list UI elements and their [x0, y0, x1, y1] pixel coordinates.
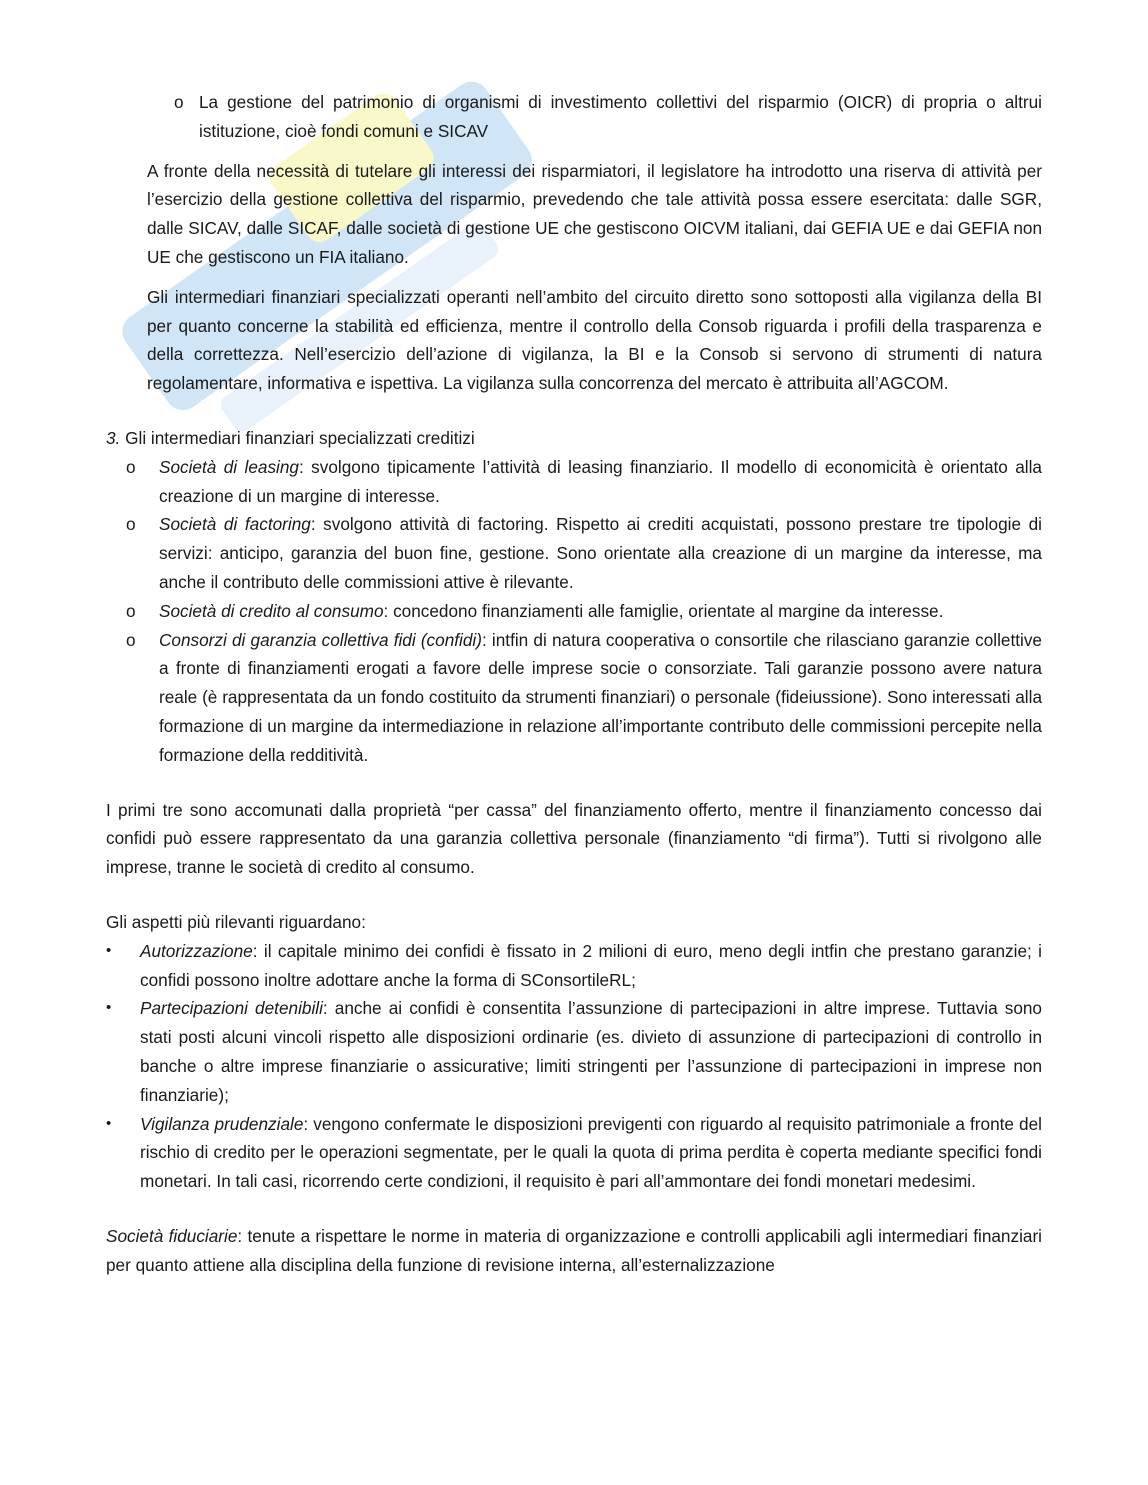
item-text: : vengono confermate le disposizioni previgenti con riguardo al requisito patrimoniale a fronte del rischio di credito per le operazioni segmentate, per le quali la quota di prima perdita è coperta mediante specifici fondi monetari. In tali casi, ricorrendo certe condizioni, il requisito è pari all’ammontare dei fondi monetari medesimi. — [140, 1113, 1042, 1192]
paragraph-text: : tenute a rispettare le norme in materia di organizzazione e controlli applicabili agli intermediari finanziari per quanto attiene alla disciplina della funzione di revisione interna, all’esternalizzazione — [106, 1225, 1043, 1275]
item-text: : anche ai confidi è consentita l’assunzione di partecipazioni in altre imprese. Tuttavia sono stati posti alcuni vincoli rispetto alle disposizioni ordinarie (es. divieto di assunzione di partecipazioni di controllo in banche o altre imprese finanziarie o assicurative; limiti stringenti per l’assunzione di partecipazioni in imprese non finanziarie); — [140, 998, 1042, 1105]
circle-bullet-icon: o — [126, 600, 136, 621]
list-item — [106, 626, 1042, 770]
item-term: Società di factoring — [159, 514, 311, 535]
item-term: Vigilanza prudenziale — [140, 1113, 304, 1134]
bullet-icon: • — [106, 1114, 112, 1132]
paragraph-vigilanza: Gli intermediari finanziari specializzati operanti nell’ambito del circuito diretto sono sottoposti alla vigilanza della BI per quanto concerne la stabilità ed efficienza, mentre il controllo della Consob riguarda i profili della trasparenza e della correttezza. Nell’esercizio dell’azione di vigilanza, la BI e la Consob si servono di strumenti di natura regolamentare, informativa e ispettiva. La vigilanza sulla concorrenza del mercato è attribuita all’AGCOM. — [147, 286, 1042, 394]
item-term: Partecipazioni detenibili — [140, 998, 323, 1019]
list-item — [106, 453, 1042, 511]
list-item — [106, 510, 1042, 596]
item-text: : svolgono attività di factoring. Rispetto ai crediti acquistati, possono prestare tre tipologie di servizi: anticipo, garanzia del buon fine, gestione. Sono orientate alla creazione di un margine da interesse, ma anche il contributo delle commissioni attive è rilevante. — [159, 514, 1042, 592]
aspects-intro: Gli aspetti più rilevanti riguardano: — [106, 911, 366, 932]
list-item — [106, 597, 1042, 626]
item-term: Autorizzazione — [140, 940, 253, 961]
section-title: Gli intermediari finanziari specializzati creditizi — [125, 427, 475, 448]
intermediari-list — [106, 453, 1042, 770]
item-term: Società di leasing — [159, 456, 299, 477]
bullet-icon: • — [106, 941, 112, 959]
item-text: : concedono finanziamenti alle famiglie, orientate al margine da interesse. — [383, 600, 944, 621]
list-item — [106, 1110, 1042, 1196]
circle-bullet-icon: o — [126, 629, 136, 650]
circle-bullet-icon: o — [126, 514, 136, 535]
section-number: 3. — [106, 427, 121, 448]
top-sub-bullet-text: La gestione del patrimonio di organismi di investimento collettivi del risparmio (OICR) di propria o altrui istituzione, cioè fondi comuni e SICAV — [199, 92, 1042, 141]
item-text: : intfin di natura cooperativa o consortile che rilasciano garanzie collettive a fronte di finanziamenti erogati a favore delle imprese socie o consorziate. Tali garanzie possono avere natura reale (è rappresentata da un fondo costituito da strumenti finanziari) o personale (fideiussione). Sono interessati alla formazione di un margine da intermediazione in relazione all’importante contributo delle commissioni percepite nella formazione della redditività. — [159, 629, 1042, 765]
item-text: : il capitale minimo dei confidi è fissato in 2 milioni di euro, meno degli intfin che prestano garanzie; i confidi possono inoltre adottare anche la forma di SConsortileRL; — [140, 940, 1042, 990]
document-body — [106, 88, 1042, 1279]
item-term: Società di credito al consumo — [159, 600, 384, 621]
circle-bullet-icon: o — [174, 92, 184, 112]
item-term: Consorzi di garanzia collettiva fidi (confidi) — [159, 629, 482, 650]
section-heading — [106, 424, 1042, 453]
paragraph-fiduciarie — [106, 1222, 1042, 1280]
bullet-icon: • — [106, 999, 112, 1017]
paragraph-risparmio: A fronte della necessità di tutelare gli interessi dei risparmiatori, il legislatore ha introdotto una riserva di attività per l’esercizio della gestione collettiva del risparmio, prevedendo che tale attività possa essere esercitata: dalle SGR, dalle SICAV, dalle SICAF, dalle società di gestione UE che gestiscono OICVM italiani, dai GEFIA UE e dai GEFIA non UE che gestiscono un FIA italiano. — [147, 160, 1042, 267]
list-item — [106, 994, 1042, 1109]
top-sub-bullet — [106, 88, 1042, 146]
aspects-list — [106, 937, 1042, 1196]
paragraph-term: Società fiduciarie — [106, 1225, 238, 1246]
circle-bullet-icon: o — [126, 456, 136, 477]
paragraph-primi-tre: I primi tre sono accomunati dalla proprietà “per cassa” del finanziamento offerto, mentre il finanziamento concesso dai confidi può essere rappresentato da una garanzia collettiva personale (finanziamento “di firma”). Tutti si rivolgono alle imprese, tranne le società di credito al consumo. — [106, 799, 1042, 878]
item-text: : svolgono tipicamente l’attività di leasing finanziario. Il modello di economicità è orientato alla creazione di un margine di interesse. — [159, 456, 1042, 506]
list-item — [106, 937, 1042, 995]
